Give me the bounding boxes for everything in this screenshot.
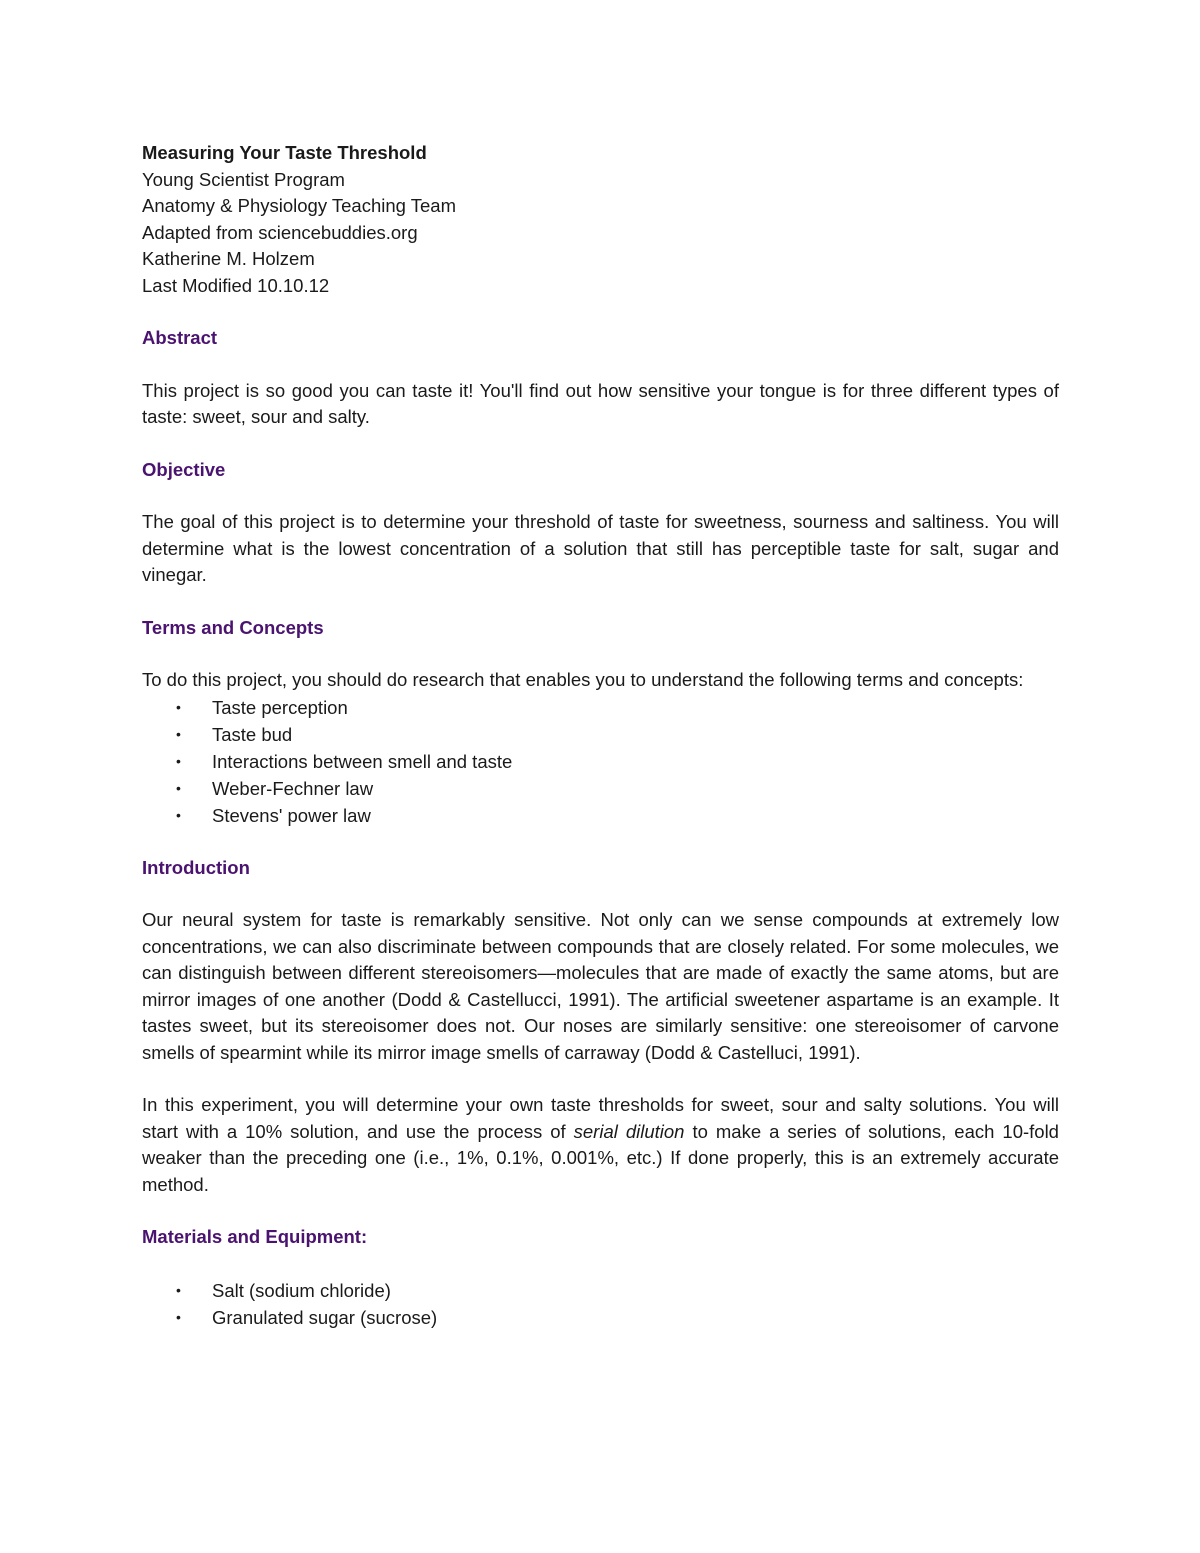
list-item-label: Taste perception [212,696,348,718]
list-item [142,694,1059,721]
header-source: Adapted from sciencebuddies.org [142,221,418,243]
abstract-heading: Abstract [142,327,218,348]
header-team: Anatomy & Physiology Teaching Team [142,195,456,216]
list-item [142,1277,1059,1304]
list-item [142,802,1059,829]
document-header [142,140,1059,299]
list-item-label: Weber-Fechner law [212,777,374,799]
intro-p2-start: In this experiment, you will determine your own taste thresholds for sweet, sour and salty solutions. You will start with a 10% solution, and use the process of [142,1094,1059,1142]
header-program: Young Scientist Program [142,168,345,190]
bullet-icon: • [176,779,181,796]
bullet-icon: • [176,725,181,742]
list-item-label: Interactions between smell and taste [212,750,513,772]
intro-p2-end: to make a series of solutions, each 10-fold weaker than the preceding one (i.e., 1%, 0.1%, 0.001%, etc.) If done properly, this is an extremely accurate method. [142,1120,1059,1195]
materials-list [142,1277,1059,1331]
introduction-heading: Introduction [142,856,250,878]
paragraph-spacer [142,1066,1059,1092]
list-item [142,721,1059,748]
materials-heading: Materials and Equipment: [142,1226,368,1247]
list-item-label: Stevens' power law [212,804,371,826]
list-item-label: Granulated sugar (sucrose) [212,1306,438,1328]
bullet-icon: • [176,698,181,715]
list-item-label: Taste bud [212,723,293,745]
list-item-label: Salt (sodium chloride) [212,1279,391,1301]
bullet-icon: • [176,1281,181,1298]
document-page [142,140,1059,1331]
terms-list [142,694,1059,829]
bullet-icon: • [176,1308,181,1325]
header-modified: Last Modified 10.10.12 [142,274,330,296]
bullet-icon: • [176,806,181,823]
list-item [142,748,1059,775]
abstract-text: This project is so good you can taste it! You'll find out how sensitive your tongue is for three different types of taste: sweet, sour and salty. [142,379,1059,427]
terms-text: To do this project, you should do research that enables you to understand the following terms and concepts: [142,669,1024,690]
list-item [142,775,1059,802]
list-item [142,1304,1059,1331]
introduction-paragraph-2 [142,1092,1059,1198]
header-author: Katherine M. Holzem [142,248,315,269]
terms-heading: Terms and Concepts [142,616,324,638]
objective-heading: Objective [142,458,226,480]
intro-p2-italic: serial dilution [573,1120,685,1142]
document-title: Measuring Your Taste Threshold [142,142,427,163]
bullet-icon: • [176,752,181,769]
introduction-paragraph-1: Our neural system for taste is remarkably sensitive. Not only can we sense compounds at extremely low concentrations, we can also discriminate between compounds that are closely related. For some molecules, we can distinguish between different stereoisomers—molecules that are made of exactly the same atoms, but are mirror images of one another (Dodd & Castellucci, 1991). The artificial sweetener aspartame is an example. It tastes sweet, but its stereoisomer does not. Our noses are similarly sensitive: one stereoisomer of carvone smells of spearmint while its mirror image smells of carraway (Dodd & Castelluci, 1991). [142,909,1059,1063]
objective-text: The goal of this project is to determine your threshold of taste for sweetness, sourness and saltiness. You will determine what is the lowest concentration of a solution that still has perceptible taste for salt, sugar and vinegar. [142,511,1059,585]
